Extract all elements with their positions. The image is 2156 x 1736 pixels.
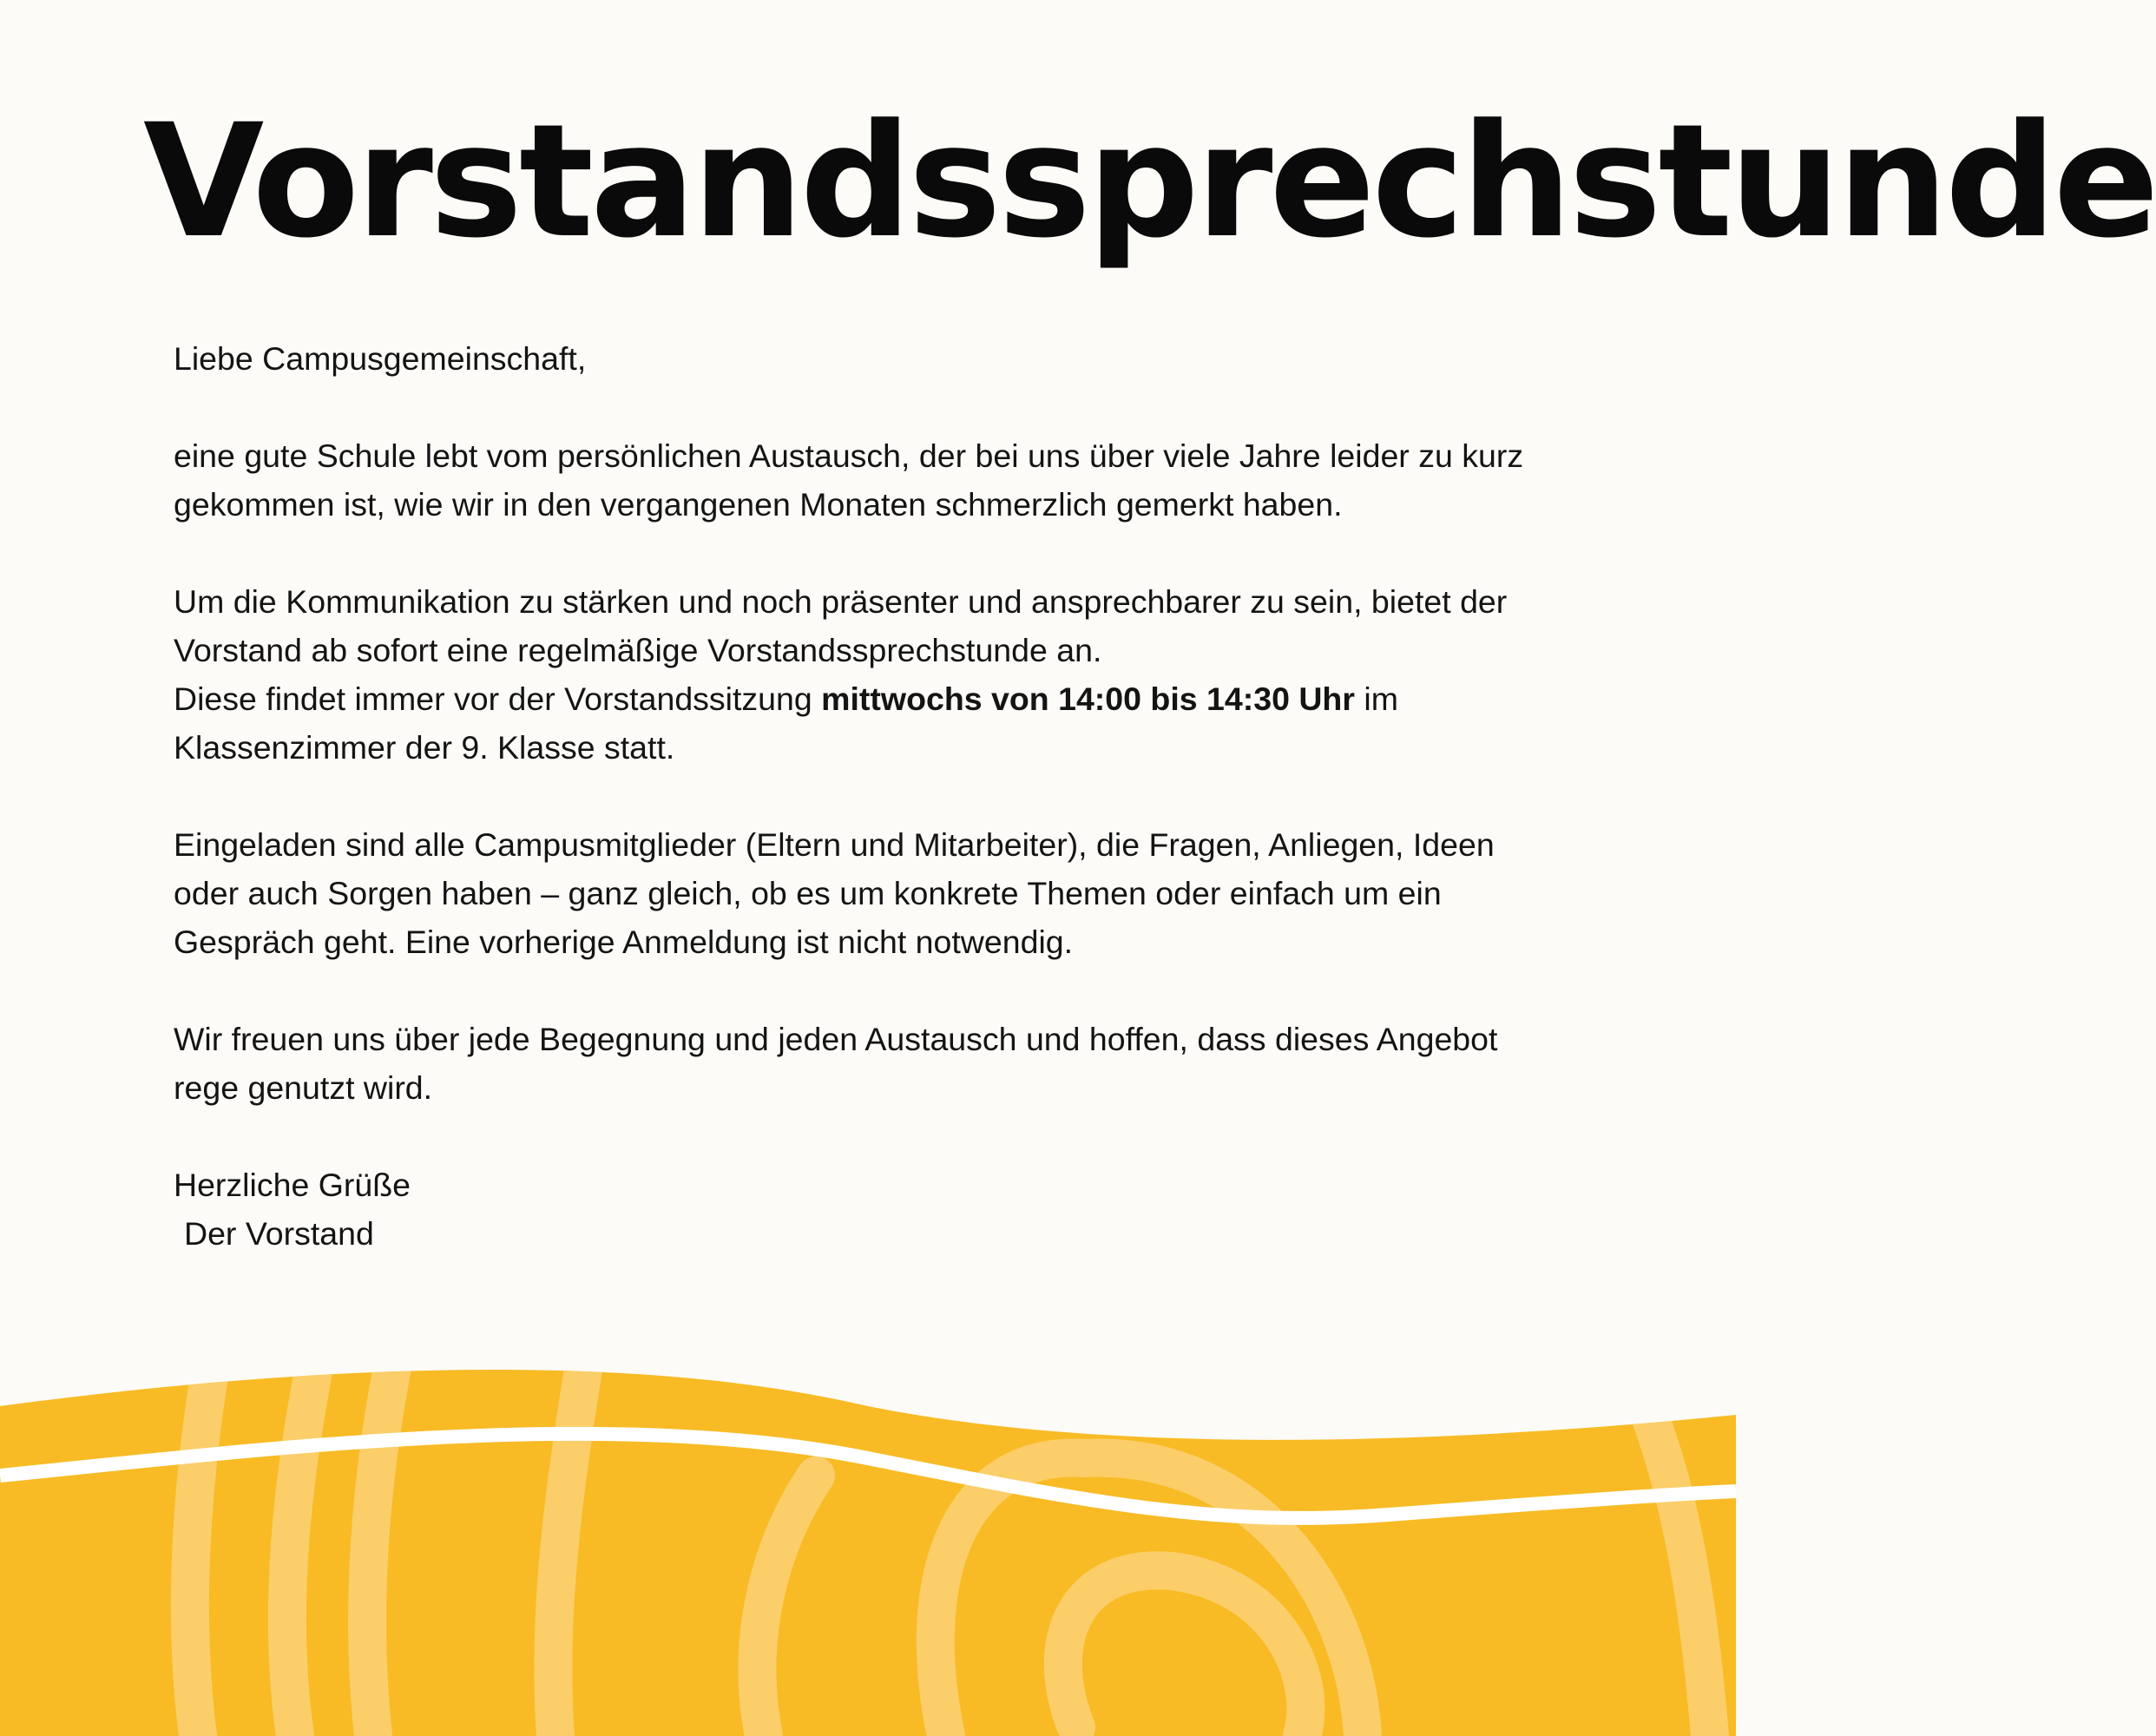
announcement-text: Um die Kommunikation zu stärken und noch präsenter und ansprechbarer zu sein, bietet der Vorstand ab sofort eine regelmäßige Vorstandssprechstunde an. (174, 583, 1508, 668)
closing-greeting: Herzliche Grüße (174, 1167, 411, 1203)
paragraph-closing-wish: Wir freuen uns über jede Begegnung und jeden Austausch und hoffen, dass dieses Angebot rege genutzt wird. (174, 1021, 1498, 1106)
salutation: Liebe Campusgemeinschaft, (174, 340, 587, 377)
schedule-time: mittwochs von 14:00 bis 14:30 Uhr (821, 681, 1355, 717)
letter-body (174, 334, 1528, 1306)
page-title: Vorstandssprechstunde (143, 91, 2156, 273)
signature-block (174, 1161, 1528, 1258)
schedule-text-start: Diese findet immer vor der Vorstandssitzung (174, 681, 822, 717)
paragraph-invitation: Eingeladen sind alle Campusmitglieder (Eltern und Mitarbeiter), die Fragen, Anliegen, Ideen oder auch Sorgen haben – ganz gleich, ob es um konkrete Themen oder einfach um ein Gespräch geht. Eine vorherige Anmeldung ist nicht notwendig. (174, 826, 1495, 960)
schedule-text-end: im Klassenzimmer der 9. Klasse statt. (174, 681, 1398, 766)
decorative-wave-banner (0, 1354, 1736, 1736)
paragraph-intro: eine gute Schule lebt vom persönlichen Austausch, der bei uns über viele Jahre leider zu kurz gekommen ist, wie wir in den vergangenen Monaten schmerzlich gemerkt haben. (174, 437, 1524, 523)
wave-band (0, 1370, 1736, 1736)
signature-name: Der Vorstand (184, 1215, 374, 1252)
paragraph-announcement (174, 577, 1528, 772)
stripe-1 (190, 1354, 213, 1736)
